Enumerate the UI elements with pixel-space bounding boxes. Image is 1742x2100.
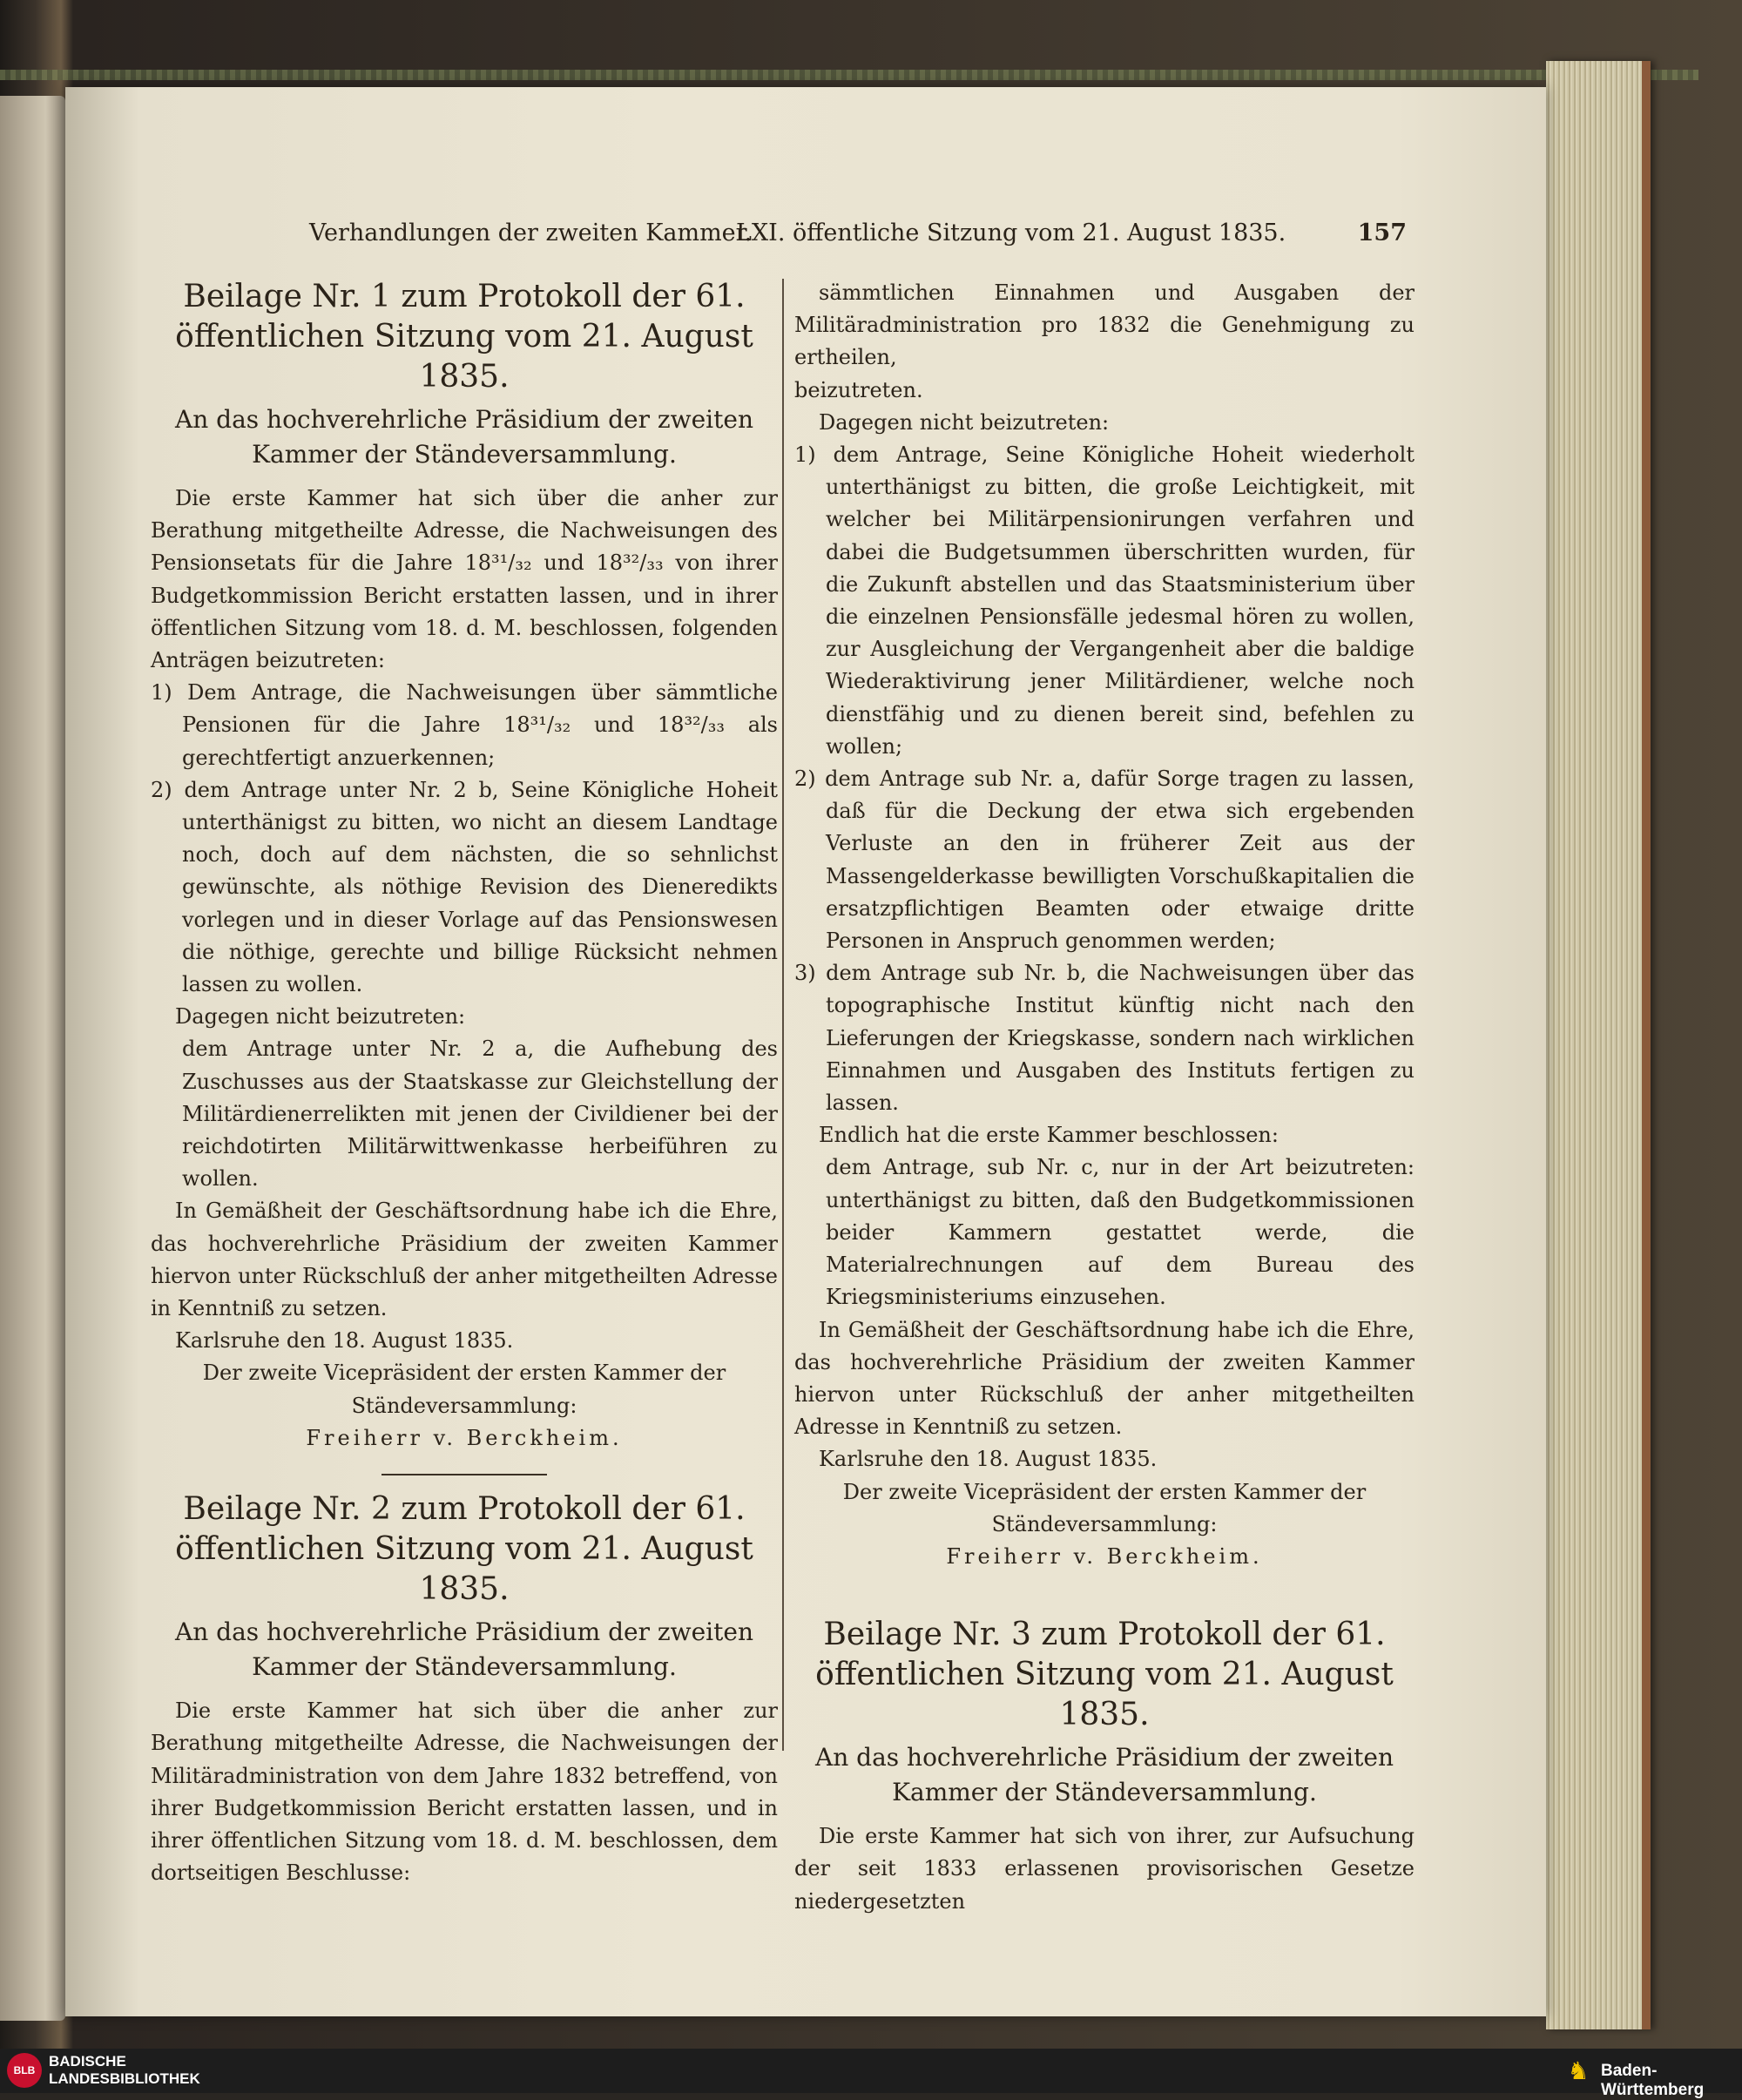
- beilage-2-vicepresident: Der zweite Vicepräsident der ersten Kammer der Ständeversammlung:: [842, 1479, 1367, 1536]
- beilage-1-item-1: 1) Dem Antrage, die Nachweisungen über sämmtliche Pensionen für die Jahre 18³¹/₃₂ und 18³²/₃₃ als gerechtfertigt anzuerkennen;: [151, 680, 778, 770]
- running-title-session: LXI. öffentliche Sitzung vom 21. August 1835.: [736, 219, 1286, 246]
- beilage-1-address: An das hochverehrliche Präsidium der zweiten Kammer der Ständeversammlung.: [175, 405, 753, 469]
- section-rule: [381, 1474, 547, 1475]
- beilage-2-place-date: Karlsruhe den 18. August 1835.: [819, 1447, 1158, 1472]
- page-number: 157: [1357, 219, 1407, 246]
- column-divider: [782, 279, 784, 1751]
- left-page-edge: [0, 96, 65, 2021]
- coat-of-arms-icon: ♞: [1567, 2057, 1590, 2084]
- beilage-2-signature: Freiherr v. Berckheim.: [946, 1543, 1263, 1569]
- book-cover-edge: [0, 70, 1698, 80]
- library-name-line-1: BADISCHE: [49, 2053, 126, 2070]
- beilage-2-title: Beilage Nr. 2 zum Protokoll der 61. öffentlichen Sitzung vom 21. August 1835.: [175, 1491, 753, 1608]
- beilage-2-endlich: Endlich hat die erste Kammer beschlossen:: [819, 1123, 1279, 1148]
- beilage-1-title: Beilage Nr. 1 zum Protokoll der 61. öffentlichen Sitzung vom 21. August 1835.: [175, 279, 753, 395]
- beilage-1-signature: Freiherr v. Berckheim.: [306, 1425, 623, 1450]
- beilage-1-place-date: Karlsruhe den 18. August 1835.: [175, 1328, 514, 1354]
- beilage-1-item-2: 2) dem Antrage unter Nr. 2 b, Seine Königliche Hoheit unterthänigst zu bitten, wo nicht an diesem Landtage noch, doch auf dem nächsten, die so sehnlichst gewünschte, als nöthige Revision des Dieneredikts vorlegen und in dieser Vorlage auf das Pensionswesen die nöthige, gerechte und billige Rücksicht nehmen lassen zu wollen.: [151, 777, 778, 997]
- beilage-1-vicepresident: Der zweite Vicepräsident der ersten Kammer der Ständeversammlung:: [202, 1361, 726, 1418]
- beilage-3-address: An das hochverehrliche Präsidium der zweiten Kammer der Ständeversammlung.: [815, 1743, 1394, 1807]
- right-column: [794, 277, 1415, 1918]
- beilage-2-endlich-text: dem Antrage, sub Nr. c, nur in der Art beizutreten: unterthänigst zu bitten, daß den Budgetkommissionen beider Kammern gestattet werde, die Materialrechnungen auf dem Bureau des Kriegsministeriums einzusehen.: [826, 1155, 1415, 1310]
- beilage-2-address: An das hochverehrliche Präsidium der zweiten Kammer der Ständeversammlung.: [175, 1617, 753, 1682]
- beilage-2-item-3: 3) dem Antrage sub Nr. b, die Nachweisungen über das topographische Institut künftig nicht nach den Lieferungen der Kriegskasse, sondern nach wirklichen Einnahmen und Ausgaben des Instituts fertigen zu lassen.: [794, 961, 1415, 1116]
- beilage-2-intro: Die erste Kammer hat sich über die anher zur Berathung mitgetheilte Adresse, die Nachweisungen der Militäradministration von dem Jahre 1832 betreffend, von ihrer Budgetkommission Bericht erstatten lassen, und in ihrer öffentlichen Sitzung vom 18. d. M. beschlossen, dem dortseitigen Beschlusse:: [151, 1698, 778, 1886]
- beilage-1-dagegen: Dagegen nicht beizutreten:: [175, 1004, 466, 1030]
- beilage-1-gemaessheit: In Gemäßheit der Geschäftsordnung habe ich die Ehre, das hochverehrliche Präsidium der zweiten Kammer hiervon unter Rückschluß der anher mitgetheilten Adresse in Kenntniß zu setzen.: [151, 1199, 778, 1321]
- beilage-2-gemaessheit: In Gemäßheit der Geschäftsordnung habe ich die Ehre, das hochverehrliche Präsidium der zweiten Kammer hiervon unter Rückschluß der anher mitgetheilten Adresse in Kenntniß zu setzen.: [794, 1317, 1415, 1440]
- beilage-3-title: Beilage Nr. 3 zum Protokoll der 61. öffentlichen Sitzung vom 21. August 1835.: [815, 1617, 1394, 1733]
- beilage-2-item-2: 2) dem Antrage sub Nr. a, dafür Sorge tragen zu lassen, daß für die Deckung der etwa sich ergebenden Verluste an den in früherer Zeit aus der Massengelderkasse bewilligten Vorschußkapitalien die ersatzpflichtigen Beamten oder etwaige dritte Personen in Anspruch genommen werden;: [794, 766, 1415, 954]
- beilage-2-continuation: sämmtlichen Einnahmen und Ausgaben der Militäradministration pro 1832 die Genehmigung zu ertheilen,: [794, 280, 1415, 370]
- beilage-2-item-1: 1) dem Antrage, Seine Königliche Hoheit wiederholt unterthänigst zu bitten, die große Leichtigkeit, mit welcher bei Militärpensionirungen verfahren und dabei die Budgetsummen überschritten wurden, für die Zukunft abstellen und das Staatsministerium über die einzelnen Pensionsfälle jedesmal hören zu wollen, zur Ausgleichung der Vergangenheit aber die baldige Wiederaktivirung jener Militärdiener, welche noch dienstfähig und zu dienen bereit sind, befehlen zu wollen;: [794, 442, 1415, 759]
- beilage-2-beizutreten: beizutreten.: [794, 377, 923, 402]
- beilage-2-dagegen: Dagegen nicht beizutreten:: [819, 409, 1110, 435]
- partner-name[interactable]: Baden-Württemberg: [1601, 2062, 1705, 2099]
- library-name-line-2: LANDESBIBLIOTHEK: [49, 2070, 200, 2087]
- running-title-left: Verhandlungen der zweiten Kammer.: [309, 219, 753, 246]
- left-column: [151, 277, 778, 1889]
- beilage-1-dagegen-text: dem Antrage unter Nr. 2 a, die Aufhebung des Zuschusses aus der Staatskasse zur Gleichstellung der Militärdienerrelikten mit jenen der Civildiener bei der reichdotirten Militärwittwenkasse herbeiführen zu wollen.: [182, 1036, 778, 1192]
- page-stack-edges: [1546, 61, 1651, 2029]
- running-header: [309, 219, 1407, 254]
- viewer-footer: [0, 2049, 1742, 2099]
- blb-logo-icon[interactable]: BLB: [7, 2053, 42, 2088]
- beilage-1-intro: Die erste Kammer hat sich über die anher zur Berathung mitgetheilte Adresse, die Nachweisungen des Pensionsetats für die Jahre 18³¹/₃₂ und 18³²/₃₃ von ihrer Budgetkommission Bericht erstatten lassen, und in ihrer öffentlichen Sitzung vom 18. d. M. beschlossen, folgenden Anträgen beizutreten:: [151, 486, 778, 673]
- beilage-3-intro: Die erste Kammer hat sich von ihrer, zur Aufsuchung der seit 1833 erlassenen provisorischen Gesetze niedergesetzten: [794, 1824, 1415, 1914]
